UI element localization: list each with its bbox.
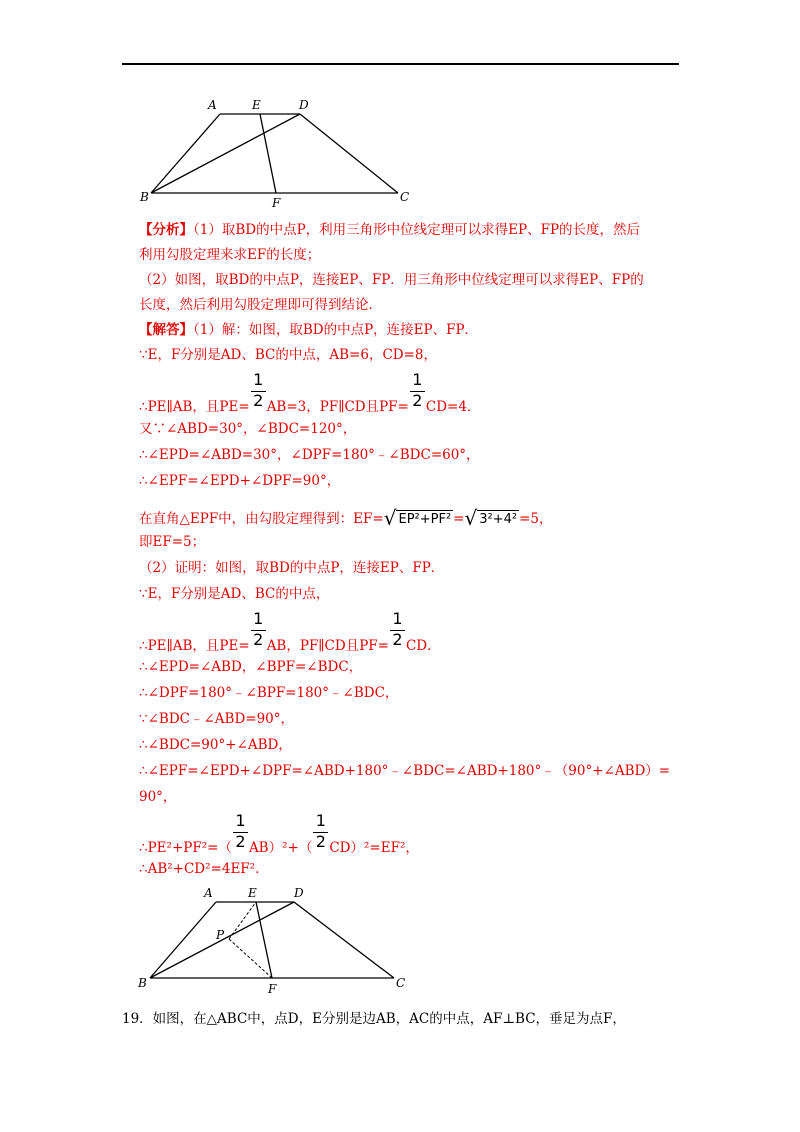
radicand-1: EP²+PF²: [398, 512, 452, 527]
answer-line-11-part-b: AB，PF∥CD且PF=: [266, 638, 389, 654]
label-E: E: [248, 886, 257, 900]
answer-line-1: [139, 321, 478, 339]
fraction-denominator: 2: [253, 630, 264, 649]
fraction-denominator: 2: [253, 391, 264, 410]
analysis-line-4: 长度，然后利用勾股定理即可得到结论．: [139, 297, 382, 313]
fraction-numerator: 1: [253, 370, 264, 389]
square-root-2: √ 3²+4²: [464, 506, 518, 530]
fraction-denominator: 2: [412, 391, 423, 410]
segment-EF: [256, 902, 272, 978]
answer-line-11-part-a: ∴PE∥AB，且PE=: [139, 638, 250, 654]
answer-line-11-part-c: CD．: [405, 638, 441, 654]
segment-EF: [260, 114, 276, 193]
segment-AB: [150, 902, 216, 978]
answer-line-12: ∴∠EPD=∠ABD，∠BPF=∠BDC，: [139, 659, 363, 675]
trapezoid-figure-1: [130, 95, 420, 210]
analysis-tag: 【分析】: [139, 222, 193, 238]
answer-line-10: ∵E，F分别是AD、BC的中点，: [139, 586, 330, 602]
fraction-denominator: 2: [315, 832, 326, 851]
square-root-1: √ EP²+PF²: [383, 506, 452, 530]
fraction-one-half: [389, 609, 406, 650]
label-P: P: [216, 928, 225, 942]
label-F: F: [272, 196, 281, 210]
analysis-line-2: 利用勾股定理来求EF的长度；: [139, 247, 321, 263]
fraction-denominator: 2: [235, 832, 246, 851]
answer-line-18-part-a: ∴PE²+PF²=（: [139, 840, 232, 856]
answer-text-1: （1）解：如图，取BD的中点P，连接EP、FP．: [193, 322, 479, 338]
analysis-line-1: [139, 221, 640, 239]
label-B: B: [140, 190, 149, 204]
fraction-numerator: 1: [315, 811, 326, 830]
answer-line-18-part-b: AB）²+（: [248, 840, 313, 856]
answer-line-8: 即EF=5；: [139, 534, 206, 550]
answer-tag: 【解答】: [139, 322, 193, 338]
radicand-2: 3²+4²: [479, 512, 518, 527]
answer-line-3: [139, 370, 481, 416]
segment-DC: [294, 902, 394, 978]
fraction-numerator: 1: [235, 811, 246, 830]
label-A: A: [204, 886, 213, 900]
answer-line-5: ∴∠EPD=∠ABD=30°，∠DPF=180°﹣∠BDC=60°，: [139, 447, 480, 463]
fraction-numerator: 1: [392, 609, 403, 628]
label-F: F: [268, 982, 277, 996]
answer-line-3-part-a: ∴PE∥AB，且PE=: [139, 399, 250, 415]
fraction-one-half: [250, 370, 267, 411]
fraction-numerator: 1: [412, 370, 423, 389]
label-A: A: [208, 98, 217, 112]
fraction-one-half: [250, 609, 267, 650]
fraction-numerator: 1: [253, 609, 264, 628]
answer-line-7-part-b: =: [453, 511, 465, 527]
answer-line-7: [139, 507, 553, 529]
answer-line-14: ∵∠BDC﹣∠ABD=90°，: [139, 711, 295, 727]
label-D: D: [294, 886, 304, 900]
label-C: C: [400, 190, 410, 204]
header-rule: [122, 63, 679, 65]
answer-line-6: ∴∠EPF=∠EPD+∠DPF=90°，: [139, 473, 341, 489]
answer-line-18: [139, 811, 419, 857]
fraction-denominator: 2: [392, 630, 403, 649]
segment-DC: [300, 114, 398, 193]
answer-line-15: ∴∠BDC=90°+∠ABD，: [139, 737, 292, 753]
label-E: E: [252, 98, 261, 112]
trapezoid-figure-2: [132, 883, 422, 998]
fraction-one-half: [232, 811, 249, 852]
segment-AB: [151, 114, 220, 193]
label-B: B: [138, 976, 147, 990]
question-19: 19．如图，在△ABC中，点D，E分别是边AB，AC的中点，AF⊥BC，垂足为点F，: [122, 1011, 626, 1027]
answer-line-17: 90°，: [139, 789, 177, 805]
answer-line-4: 又∵∠ABD=30°，∠BDC=120°，: [139, 421, 357, 437]
label-C: C: [396, 976, 406, 990]
segment-BD: [151, 114, 300, 193]
answer-line-18-part-c: CD）²=EF²，: [329, 840, 419, 856]
analysis-text-1: （1）取BD的中点P，利用三角形中位线定理可以求得EP、FP的长度，然后: [193, 222, 641, 238]
answer-line-7-part-c: =5，: [519, 511, 553, 527]
analysis-line-3: （2）如图，取BD的中点P，连接EP、FP．用三角形中位线定理可以求得EP、FP的: [139, 272, 644, 288]
fraction-one-half: [312, 811, 329, 852]
answer-line-9: （2）证明：如图，取BD的中点P，连接EP、FP．: [139, 560, 445, 576]
fraction-one-half: [409, 370, 426, 411]
answer-line-13: ∴∠DPF=180°﹣∠BPF=180°﹣∠BDC，: [139, 685, 399, 701]
answer-line-3-part-b: AB=3，PF∥CD且PF=: [266, 399, 409, 415]
label-D: D: [299, 98, 309, 112]
answer-line-16: ∴∠EPF=∠EPD+∠DPF=∠ABD+180°﹣∠BDC=∠ABD+180°﹣（90°+∠ABD）=: [139, 763, 671, 779]
answer-line-2: ∵E，F分别是AD、BC的中点，AB=6，CD=8，: [139, 347, 438, 363]
answer-line-11: [139, 609, 441, 655]
answer-line-19: ∴AB²+CD²=4EF²．: [139, 861, 269, 877]
answer-line-7-part-a: 在直角△EPF中，由勾股定理得到：EF=: [139, 511, 384, 527]
answer-line-3-part-c: CD=4．: [425, 399, 481, 415]
segment-PE-dashed: [229, 902, 256, 939]
